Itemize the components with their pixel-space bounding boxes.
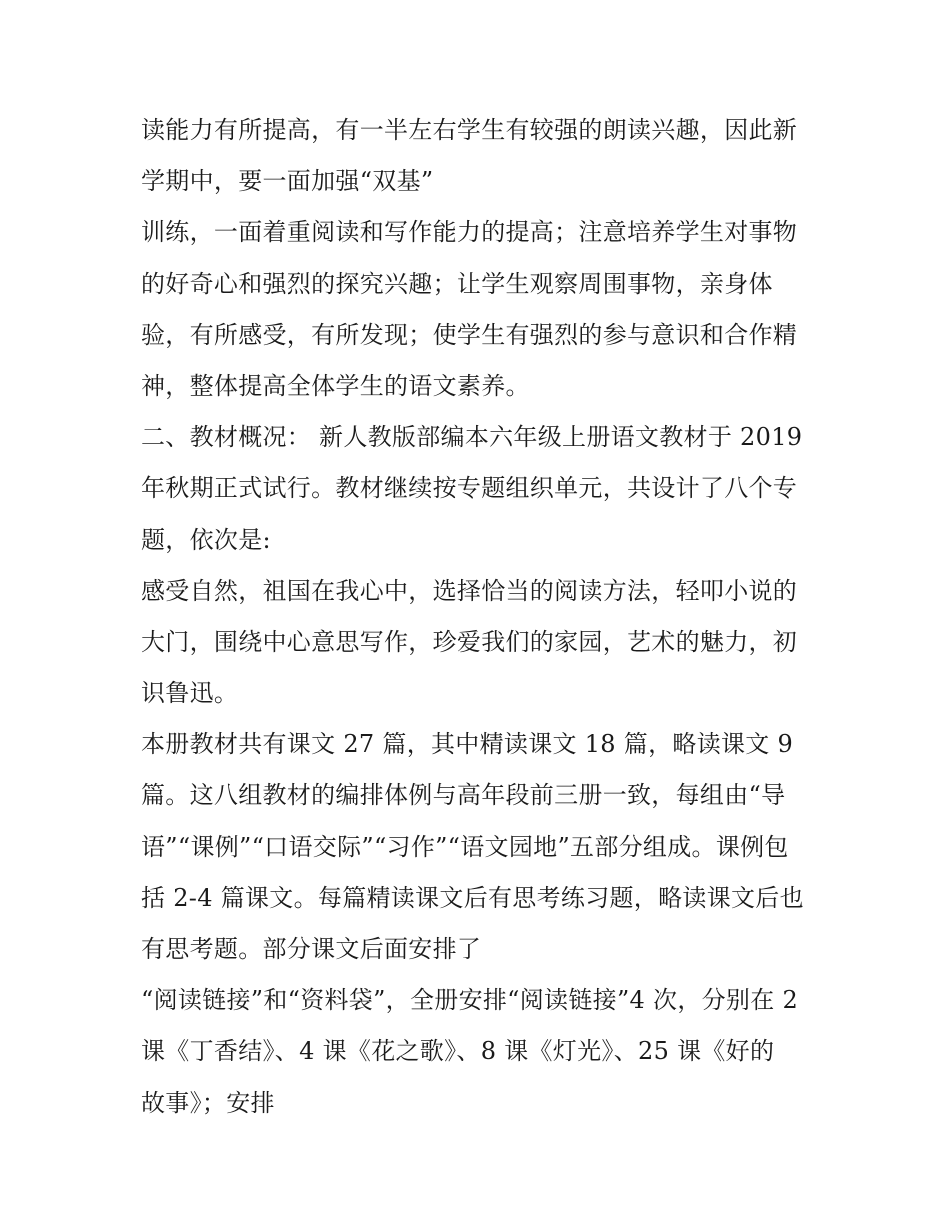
body-text <box>141 105 821 1129</box>
text-line: 故事》；安排 <box>141 1088 275 1117</box>
text-line: “阅读链接”和“资料袋”，全册安排“阅读链接”4 次，分别在 2 <box>141 986 799 1015</box>
text-line: 识鲁迅。 <box>141 679 239 708</box>
text-line: 课《丁香结》、4 课《花之歌》、8 课《灯光》、25 课《好的 <box>141 1037 775 1066</box>
text-line: 本册教材共有课文 27 篇，其中精读课文 18 篇，略读课文 9 <box>141 730 794 759</box>
text-line: 感受自然，祖国在我心中，选择恰当的阅读方法，轻叩小说的 <box>141 576 798 605</box>
text-line: 大门，围绕中心意思写作，珍爱我们的家园，艺术的魅力，初 <box>141 627 798 656</box>
text-line: 篇。这八组教材的编排体例与高年段前三册一致，每组由“导 <box>141 781 786 810</box>
text-line: 验，有所感受，有所发现；使学生有强烈的参与意识和合作精 <box>141 320 798 349</box>
text-line: 训练，一面着重阅读和写作能力的提高；注意培养学生对事物 <box>141 218 798 247</box>
text-line: 神，整体提高全体学生的语文素养。 <box>141 371 530 400</box>
text-line: 学期中，要一面加强“双基” <box>141 167 434 196</box>
section-heading-line: 二、教材概况： 新人教版部编本六年级上册语文教材于 2019 <box>141 423 803 452</box>
text-line: 年秋期正式试行。教材继续按专题组织单元，共设计了八个专 <box>141 474 798 503</box>
text-line: 的好奇心和强烈的探究兴趣；让学生观察周围事物，亲身体 <box>141 269 773 298</box>
text-line: 读能力有所提高，有一半左右学生有较强的朗读兴趣，因此新 <box>141 116 798 144</box>
text-line: 有思考题。部分课文后面安排了 <box>141 935 482 963</box>
text-line: 题，依次是: <box>141 525 271 554</box>
text-line: 括 2-4 篇课文。每篇精读课文后有思考练习题，略读课文后也 <box>141 883 804 912</box>
text-line: 语”“课例”“口语交际”“习作”“语文园地”五部分组成。课例包 <box>141 832 789 861</box>
